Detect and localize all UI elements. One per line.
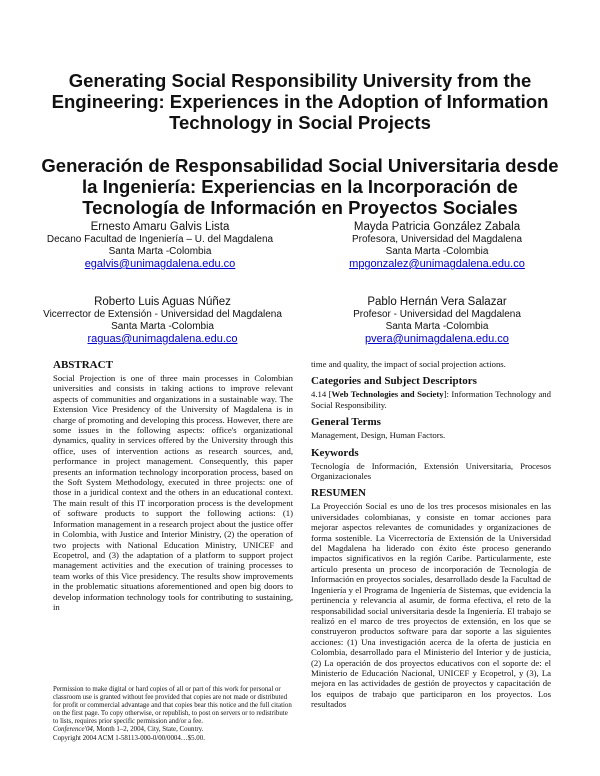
permission-notice — [53, 686, 293, 743]
author-affiliation: Profesora, Universidad del Magdalena — [351, 234, 523, 245]
categories-heading: Categories and Subject Descriptors — [311, 375, 477, 388]
author-affiliation: Decano Facultad de Ingeniería – U. del Magdalena — [46, 234, 274, 245]
left-column — [53, 359, 293, 612]
author-block — [312, 295, 562, 346]
categories-text — [311, 389, 551, 410]
resumen-heading: RESUMEN — [311, 487, 367, 500]
author-location: Santa Marta -Colombia — [385, 320, 489, 332]
title-english: Generating Social Responsibility University from the Engineering: Experiences in the Adoption of Information Technology in Social Projects — [51, 70, 549, 133]
author-email-link[interactable]: pvera@unimagdalena.edu.co — [365, 333, 509, 345]
conference-details: , Month 1–2, 2004, City, State, Country. — [92, 726, 204, 734]
author-location: Santa Marta -Colombia — [111, 320, 214, 332]
resumen-text: La Proyección Social es uno de los tres procesos misionales en las universidades colombianas, y consiste en tomar acciones para mejorar aspectos relevantes de comunidades y organizaciones de forma sostenible. La Vicerrectoría de Extensión de la Universidad del Magdalena ha liderado con éxito éste proceso generando impactos significativos en la región Caribe. Particularmente, este artículo presenta un proceso de incorporación de Tecnología de Información en proyectos sociales, desarrollado desde la Facultad de Ingeniería y el Programa de Ingeniería de Sistemas, que evidencia la pertinencia y relevancia al asumir, de forma efectiva, el reto de la responsabilidad social universitaria desde la Ingeniería. El trabajo se realizó en el marco de tres proyectos de extensión, en los que se construyeron productos software para dar soporte a las siguientes acciones: (1) Una investigación acerca de la oferta de justicia en Colombia, desarrollado para el Ministerio del Interior y de justicia, (2) La operación de dos proyectos educativos con el soporte de: el Ministerio de Educación Nacional, UNICEF y Ecopetrol, y (3), La mejora en las actividades de gestión de proyectos y capacitación de los equipos de trabajo que participaron en los proyectos. Los resultados — [311, 501, 551, 710]
right-column — [311, 359, 551, 710]
categories-rest: ]: Information Technology and Social Responsibility. — [311, 389, 551, 410]
permission-text: Permission to make digital or hard copies of all or part of this work for personal or classroom use is granted without fee provided that copies are not made or distributed for profit or commercial advantage and that copies bear this notice and the full citation on the first page. To copy otherwise, or republish, to post on servers or to redistribute to lists, requires prior specific permission and/or a fee. — [53, 686, 292, 726]
keywords-heading: Keywords — [311, 446, 359, 459]
abstract-text: Social Projection is one of three main processes in Colombian universities and consists in taking actions to improve relevant aspects of communities and organizations in a sustainable way. The Extension Vice Presidency of the University of Magdalena is in charge of promoting and developing this process. However, there are some issues in the following aspects: office's organizational dynamics, quality in services offered by the University through this office, uses of intervention actions as research sources, and, performance in project management. Consequently, this paper presents an information technology incorporation process, based on the Soft System Methodology, executed in three projects: one of those in a juridical context and the others in an educational context. The main result of this IT incorporation process is the development of software products to support the following actions: (1) Information management in a research project about the justice offer in Colombia, with Justice and Interior Ministry, (2) the operation of two projects with National Education Ministry, UNICEF and Ecopetrol, and (3) the adaptation of a platform to support project management activities and the execution of training processes to team works of this Vice presidency. The results show improvements in the problematic situations aforementioned and open big doors to develop information technology tools for contributing to sustaining, in — [53, 373, 293, 612]
title-spanish: Generación de Responsabilidad Social Universitaria desde la Ingeniería: Experiencias en la Incorporación de Tecnología de Información en Proyectos Sociales — [41, 155, 559, 218]
abstract-heading: ABSTRACT — [53, 359, 113, 371]
copyright-line: Copyright 2004 ACM 1-58113-000-0/00/0004…$5.00. — [53, 734, 205, 742]
author-affiliation: Vicerrector de Extensión - Universidad del Magdalena — [43, 309, 282, 320]
author-location: Santa Marta -Colombia — [108, 245, 212, 257]
general-terms-text: Management, Design, Human Factors. — [311, 430, 446, 441]
author-block — [312, 220, 562, 271]
author-location: Santa Marta -Colombia — [385, 245, 489, 257]
author-name: Roberto Luis Aguas Núñez — [94, 296, 231, 308]
abstract-continuation: time and quality, the impact of social projection actions. — [311, 359, 506, 369]
author-affiliation: Profesor - Universidad del Magdalena — [353, 309, 521, 320]
author-email-link[interactable]: egalvis@unimagdalena.edu.co — [84, 258, 236, 270]
author-name: Pablo Hernán Vera Salazar — [367, 296, 507, 308]
author-block — [40, 220, 280, 271]
author-block — [40, 295, 285, 346]
author-name: Ernesto Amaru Galvis Lista — [90, 221, 230, 233]
keywords-text: Tecnología de Información, Extensión Universitaria, Procesos Organizacionales — [311, 460, 551, 482]
author-name: Mayda Patricia González Zabala — [353, 221, 521, 233]
author-email-link[interactable]: mpgonzalez@unimagdalena.edu.co — [349, 258, 525, 270]
categories-bold: Web Technologies and Society — [331, 389, 444, 400]
conference-label: Conference'04 — [53, 726, 93, 734]
categories-code: 4.14 [ — [311, 389, 332, 400]
general-terms-heading: General Terms — [311, 416, 381, 429]
author-email-link[interactable]: raguas@unimagdalena.edu.co — [87, 333, 238, 345]
conference-line — [53, 726, 293, 734]
